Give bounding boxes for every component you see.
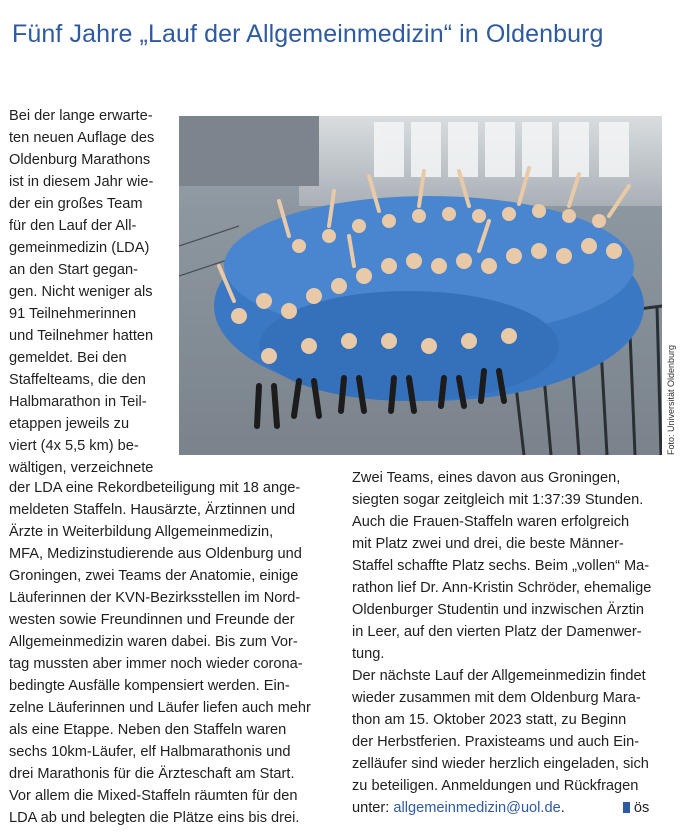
text-line: gemeinmedizin (LDA) xyxy=(9,240,150,256)
text-line: viert (4x 5,5 km) be- xyxy=(9,438,139,454)
text-line: Staffelteams, die den xyxy=(9,372,146,388)
text-line: der Herbstferien. Praxisteams und auch Ein- xyxy=(352,734,640,750)
photo-credit: Foto: Universität Oldenburg xyxy=(666,344,676,455)
end-mark-icon xyxy=(623,802,630,813)
text-line: ist in diesem Jahr wie- xyxy=(9,174,154,190)
text-line: westen sowie Freundinnen und Freunde der xyxy=(9,612,295,628)
text-line: mit Platz zwei und drei, die beste Männer- xyxy=(352,536,624,552)
text-line: rathon lief Dr. Ann-Kristin Schröder, ehemalige xyxy=(352,580,652,596)
text-line: Auch die Frauen-Staffeln waren erfolgreich xyxy=(352,514,630,530)
text-line: Oldenburg Marathons xyxy=(9,152,151,168)
text-line: MFA, Medizinstudierende aus Oldenburg und xyxy=(9,546,302,562)
text-line: gen. Nicht weniger als xyxy=(9,284,153,300)
email-link[interactable]: allgemeinmedizin@uol.de xyxy=(393,800,561,816)
text-line: als eine Etappe. Neben den Staffeln waren xyxy=(9,722,287,738)
intro-column xyxy=(9,105,173,479)
text-line: 91 Teilnehmerinnen xyxy=(9,306,137,322)
text-line: Zwei Teams, eines davon aus Groningen, xyxy=(352,470,621,486)
article-title: Fünf Jahre „Lauf der Allgemeinmedizin“ in Oldenburg xyxy=(12,20,604,48)
text-line: gemeldet. Bei den xyxy=(9,350,127,366)
text-line: wieder zusammen mit dem Oldenburg Mara- xyxy=(352,690,641,706)
text-line: Allgemeinmedizin waren dabei. Bis zum Vor- xyxy=(9,634,298,650)
team-photo-illustration xyxy=(179,116,662,455)
text-line: Oldenburger Studentin und inzwischen Ärztin xyxy=(352,602,645,618)
text-line: Bei der lange erwarte- xyxy=(9,108,153,124)
text-line: der LDA eine Rekordbeteiligung mit 18 ange- xyxy=(9,480,301,496)
text-line: Läuferinnen der KVN-Bezirksstellen im Nord- xyxy=(9,590,301,606)
text-line: Vor allem die Mixed-Staffeln räumten für den xyxy=(9,788,298,804)
text-line: siegten sogar zeitgleich mit 1:37:39 Stunden. xyxy=(352,492,644,508)
text-line: in Leer, auf den vierten Platz der Damenwer- xyxy=(352,624,642,640)
author-initials: ös xyxy=(633,800,650,816)
text-line: Der nächste Lauf der Allgemeinmedizin findet xyxy=(352,668,646,684)
text-line: Halbmarathon in Teil- xyxy=(9,394,147,410)
text-line: Staffel schaffte Platz sechs. Beim „vollen“ Ma- xyxy=(352,558,650,574)
text-line: sechs 10km-Läufer, elf Halbmarathonis und xyxy=(9,744,291,760)
text-line: und Teilnehmer hatten xyxy=(9,328,154,344)
text-line: zu beteiligen. Anmeldungen und Rückfragen xyxy=(352,778,639,794)
text-line: zelne Läuferinnen und Läufer liefen auch mehr xyxy=(9,700,311,716)
text-line: tung. xyxy=(352,646,385,662)
text-line: für den Lauf der All- xyxy=(9,218,137,234)
text-line: der ein großes Team xyxy=(9,196,143,212)
text-line: Groningen, zwei Teams der Anatomie, einige xyxy=(9,568,299,584)
text-line: zelläufer sind wieder herzlich eingeladen, sich xyxy=(352,756,649,772)
text-line: LDA ab und belegten die Plätze eins bis drei. xyxy=(9,810,300,826)
text-line: an den Start gegan- xyxy=(9,262,139,278)
text-line: meldeten Staffeln. Hausärzte, Ärztinnen und xyxy=(9,502,296,518)
text-line: ten neuen Auflage des xyxy=(9,130,155,146)
text-line: thon am 15. Oktober 2023 statt, zu Beginn xyxy=(352,712,627,728)
right-column xyxy=(352,467,687,819)
left-column xyxy=(9,477,339,829)
text-line: bedingte Ausfälle kompensiert werden. Ein- xyxy=(9,678,290,694)
text-line: tag mussten aber immer noch wieder corona- xyxy=(9,656,303,672)
text-line: drei Marathonis für die Ärzteschaft am Start. xyxy=(9,766,295,782)
text-line: etappen jeweils zu xyxy=(9,416,130,432)
contact-line: unter: allgemeinmedizin@uol.de. ös xyxy=(352,800,650,816)
text-line: wältigen, verzeichnete xyxy=(9,460,154,476)
text-line: Ärzte in Weiterbildung Allgemeinmedizin, xyxy=(9,524,274,540)
team-photo xyxy=(179,116,662,455)
